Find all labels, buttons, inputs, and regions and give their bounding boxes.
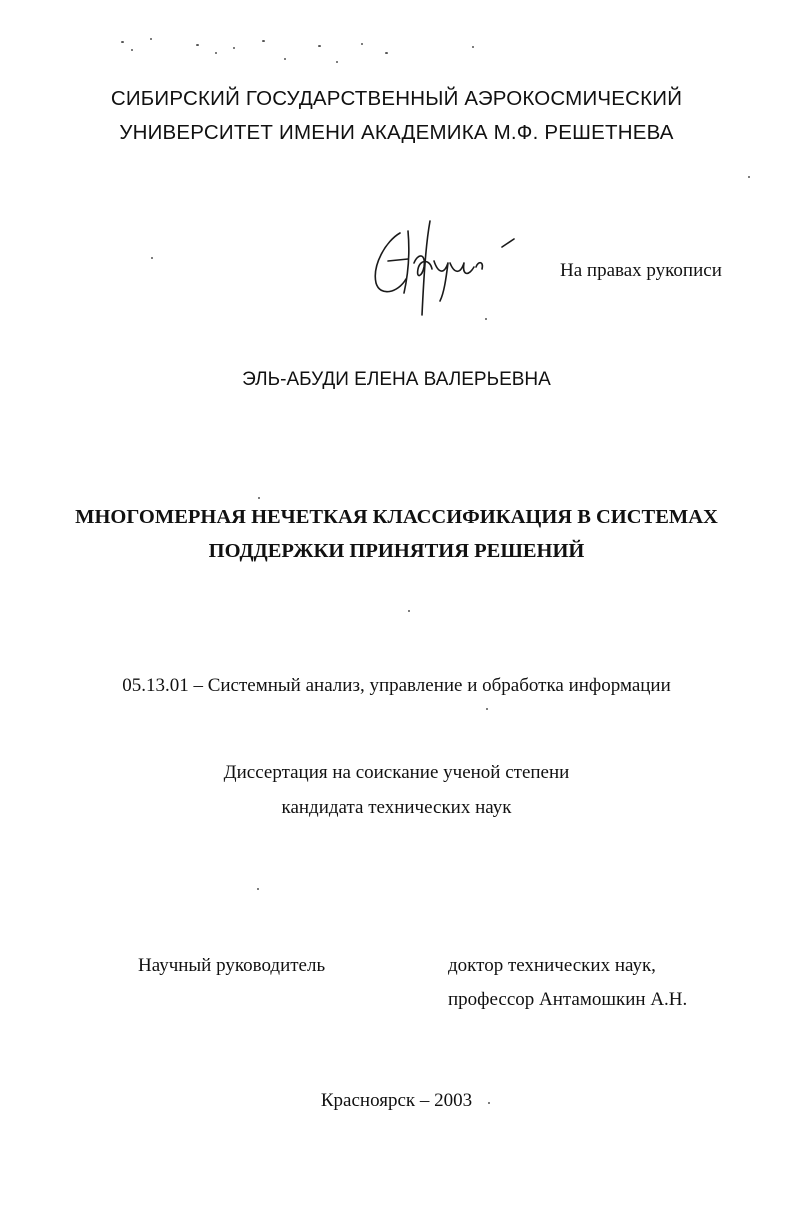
author-name: ЭЛЬ-АБУДИ ЕЛЕНА ВАЛЕРЬЕВНА bbox=[242, 369, 551, 390]
university-name-line-1: СИБИРСКИЙ ГОСУДАРСТВЕННЫЙ АЭРОКОСМИЧЕСКИЙ bbox=[110, 87, 683, 110]
degree-line-1: Диссертация на соискание ученой степени bbox=[223, 762, 570, 783]
supervisor-name: профессор Антамошкин А.Н. bbox=[448, 989, 688, 1010]
supervisor-degree: доктор технических наук, bbox=[448, 955, 656, 976]
dissertation-title-line-1: МНОГОМЕРНАЯ НЕЧЕТКАЯ КЛАССИФИКАЦИЯ В СИСТЕМАХ bbox=[75, 506, 718, 528]
rights-note: На правах рукописи bbox=[560, 260, 722, 281]
dissertation-title-line-2: ПОДДЕРЖКИ ПРИНЯТИЯ РЕШЕНИЙ bbox=[208, 540, 585, 562]
specialty-code: 05.13.01 – Системный анализ, управление и обработка информации bbox=[122, 675, 671, 696]
supervisor-label: Научный руководитель bbox=[138, 955, 326, 976]
city-year: Красноярск – 2003 bbox=[320, 1090, 473, 1111]
author-signature bbox=[364, 213, 524, 323]
degree-line-2: кандидата технических наук bbox=[281, 797, 512, 818]
signature-text: Эль-Абуди bbox=[444, 317, 449, 318]
university-name-line-2: УНИВЕРСИТЕТ ИМЕНИ АКАДЕМИКА М.Ф. РЕШЕТНЕВА bbox=[119, 121, 674, 144]
